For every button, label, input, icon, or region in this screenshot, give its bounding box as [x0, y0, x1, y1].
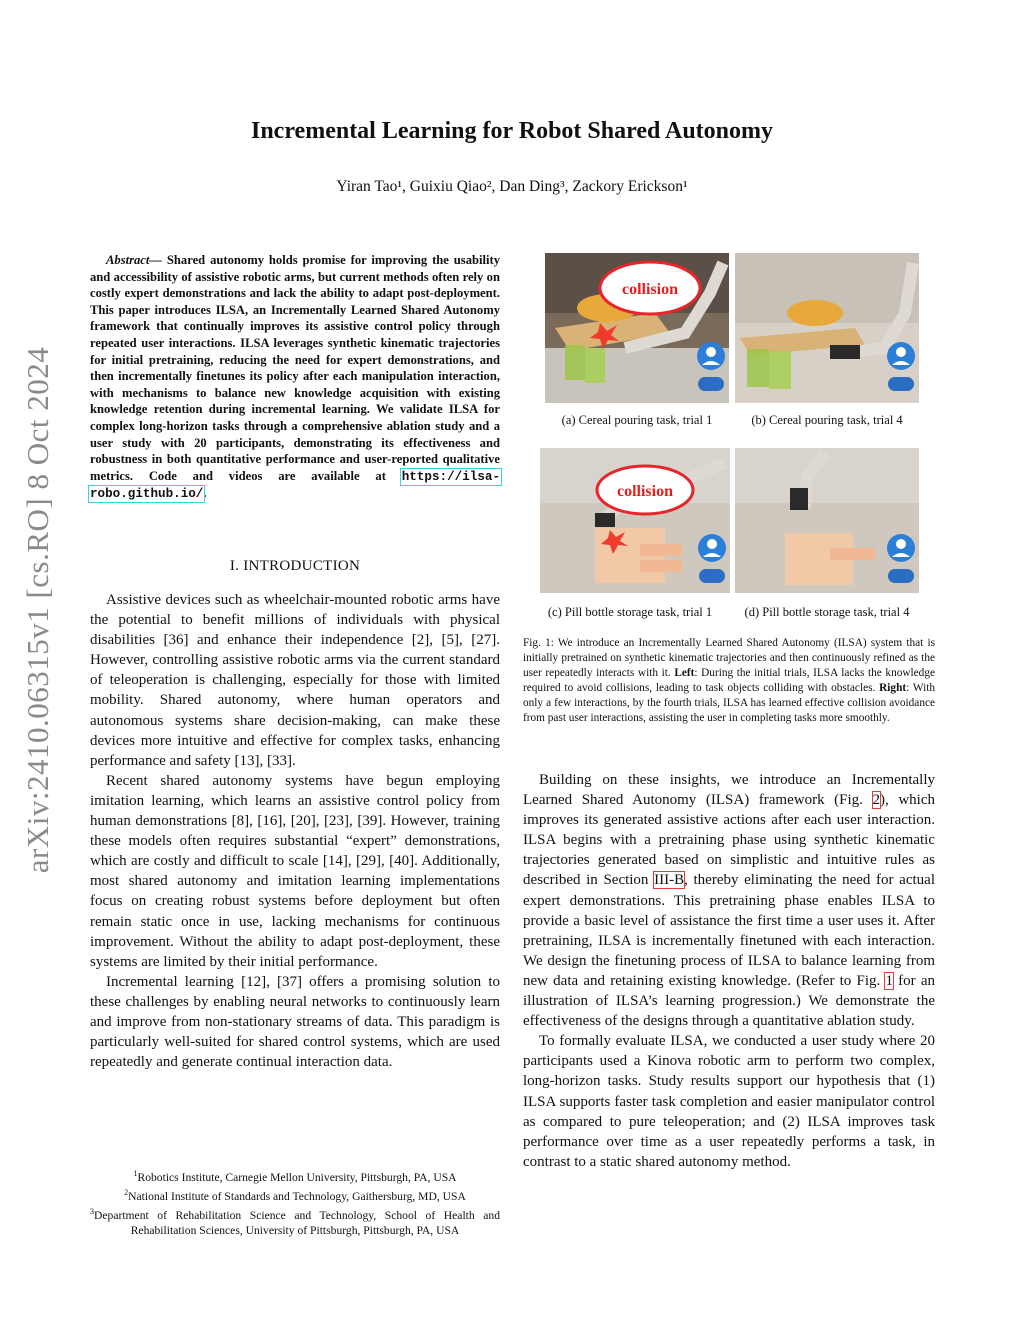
figure-2-link[interactable]: 2	[872, 792, 880, 809]
paragraph: To formally evaluate ILSA, we conducted a user study where 20 participants used a Kinova robotic arm to perform two complex, long-horizon tasks. Study results support our hypothesis that (1) ILSA supports faster task completion and easier manipulator control as compared to pure teleoperation; and (2) ILSA improves task performance over time as a user repeatedly performs a task, in contrast to a static shared autonomy method.	[523, 1033, 935, 1170]
collision-label: collision	[616, 483, 674, 500]
paper-title: Incremental Learning for Robot Shared Autonomy	[250, 118, 774, 144]
figure-panel-c	[540, 448, 730, 593]
cereal-pouring-trial1-photo	[545, 253, 729, 403]
abstract-text: Shared autonomy holds promise for improving the usability and accessibility of assistive robotic arms, but current methods often rely on costly expert demonstrations and lack the ability to adapt post-deployment. This paper introduces ILSA, an Incrementally Learned Shared Autonomy framework that continually improves its assistive control policy through repeated user interactions. ILSA leverages synthetic kinematic trajectories for initial pretraining, reducing the need for expert demonstrations, and then incrementally finetunes its policy after each manipulation interaction, with mechanisms to balance new knowledge acquisition with existing knowledge retention during incremental learning. We validate ILSA for complex long-horizon tasks through a comprehensive ablation study and a user study with 20 participants, demonstrating its effectiveness and robustness in both quantitative performance and user-reported qualitative metrics. Code and videos are available at	[90, 253, 500, 483]
footnote: $^3$Department of Rehabilitation Science and Technology, School of Health and Rehabilitation Sciences, University of Pittsburgh, Pittsburgh, PA, USA	[90, 1206, 500, 1237]
subcaption-a: (a) Cereal pouring task, trial 1	[561, 413, 713, 427]
figure-panel-d	[735, 448, 919, 593]
project-url-link[interactable]: https://ilsa-robo.github.io/	[90, 469, 500, 502]
paragraph: Recent shared autonomy systems have begun employing imitation learning, which learns an assistive control policy from human demonstrations [8], [16], [20], [23], [39]. However, training these models often requires substantial “expert” demonstrations, which are costly and difficult to scale [14], [29], [40]. Additionally, most shared autonomy and imitation learning implementations focus on creating robust systems before deployment but often remain static once in use, lacking mechanisms for continuous improvement. Without the ability to adapt post-deployment, these systems are limited by their initial performance.	[90, 772, 500, 970]
collision-label: collision	[621, 281, 679, 298]
section-iii-b-link[interactable]: III-B	[654, 872, 685, 889]
figure-caption: Fig. 1: We introduce an Incrementally Learned Shared Autonomy (ILSA) system that is initially pretrained on synthetic kinematic trajectories and then continuously refined as the user repeatedly interacts with it. Left: During the initial trials, ILSA lacks the knowledge required to avoid collisions, leading to task objects colliding with obstacles. Right: With only a few interactions, by the fourth trials, ILSA has learned effective collision avoidance from past user interactions, assisting the user in completing tasks more smoothly.	[523, 637, 935, 725]
pill-bottle-trial4-photo	[735, 448, 919, 593]
figure-1-link[interactable]: 1	[885, 972, 893, 989]
footnote: $^1$Robotics Institute, Carnegie Mellon University, Pittsburgh, PA, USA	[133, 1169, 457, 1184]
paragraph: Building on these insights, we introduce an Incrementally Learned Shared Autonomy (ILSA) framework (Fig. 2), which improves its generated assistive actions after each user interaction. ILSA begins with a pretraining phase using synthetic kinematic trajectories generated based on simplistic and intuitive rules as described in Section III-B, thereby eliminating the need for actual expert demonstrations. This pretraining phase enables ILSA to provide a basic level of assistance the first time a user uses it. After pretraining, ILSA is incrementally finetuned with each interaction. We design the finetuning process of ILSA to balance learning from new data and retaining existing knowledge. (Refer to Fig. 1 for an illustration of ILSA’s learning progression.) We demonstrate the effectiveness of the designs through a quantitative ablation study.	[523, 772, 935, 1030]
paragraph: Incremental learning [12], [37] offers a promising solution to these challenges by enabling neural networks to continuously learn and improve from non-stationary streams of data. This paradigm is particularly well-suited for shared control systems, which are used repeatedly and generate continual interaction data.	[90, 973, 500, 1071]
pill-bottle-trial1-photo	[540, 448, 730, 593]
figure-panel-a	[545, 253, 729, 403]
introduction-left-column	[90, 590, 500, 1072]
section-heading-introduction: I. INTRODUCTION	[229, 558, 361, 574]
abstract-label: Abstract—	[106, 253, 162, 267]
subcaption-c: (c) Pill bottle storage task, trial 1	[547, 605, 713, 619]
arxiv-identifier: arXiv:2410.06315v1 [cs.RO] 8 Oct 2024	[20, 346, 55, 874]
introduction-right-column	[523, 770, 935, 1172]
footnote: $^2$National Institute of Standards and Technology, Gaithersburg, MD, USA	[124, 1187, 466, 1203]
subcaption-b: (b) Cereal pouring task, trial 4	[751, 413, 903, 427]
affiliation-footnotes	[90, 1166, 500, 1238]
subcaption-d: (d) Pill bottle storage task, trial 4	[744, 605, 910, 619]
figure-panel-b	[735, 253, 919, 403]
abstract-end: .	[203, 486, 207, 501]
abstract	[90, 252, 500, 503]
author-list: Yiran Tao¹, Guixiu Qiao², Dan Ding³, Zackory Erickson¹	[336, 178, 688, 195]
cereal-pouring-trial4-photo	[735, 253, 919, 403]
paragraph: Assistive devices such as wheelchair-mounted robotic arms have the potential to benefit millions of individuals with physical disabilities [36] and enhance their independence [2], [5], [27]. However, controlling assistive robotic arms via the current standard of teleoperation is challenging, especially for those with limited mobility. Shared autonomy, where human operators and autonomous systems share decision-making, can make these devices more intuitive and effective for complex tasks, enhancing performance and safety [13], [33].	[90, 592, 500, 769]
